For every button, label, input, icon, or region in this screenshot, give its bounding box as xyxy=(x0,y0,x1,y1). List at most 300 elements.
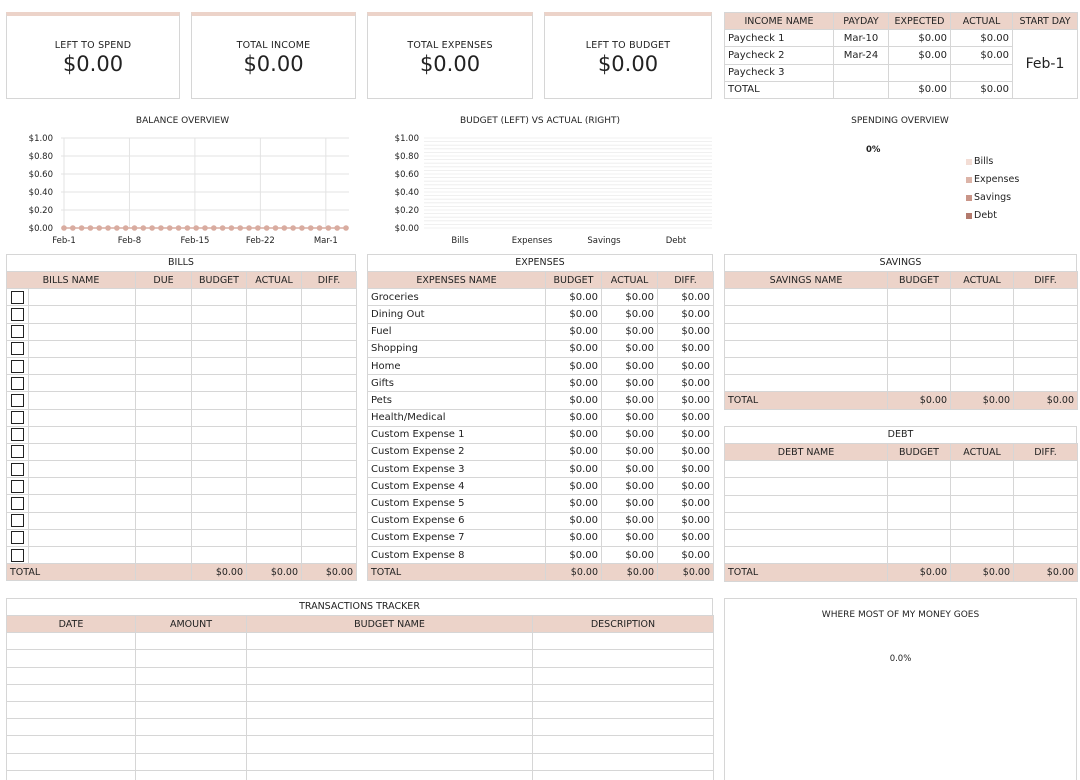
description-cell[interactable] xyxy=(533,633,714,650)
total-label: TOTAL xyxy=(725,392,888,409)
diff-cell[interactable] xyxy=(302,357,357,374)
x-tick-label: Feb-1 xyxy=(52,236,76,246)
debt-name-cell[interactable] xyxy=(725,529,888,546)
amount-cell[interactable] xyxy=(136,650,247,667)
budget-cell[interactable]: $0.00 xyxy=(546,357,602,374)
data-point xyxy=(193,225,199,231)
date-cell[interactable] xyxy=(7,753,136,770)
actual-cell[interactable] xyxy=(247,289,302,306)
actual-cell[interactable] xyxy=(247,461,302,478)
diff-cell[interactable] xyxy=(302,392,357,409)
table-row xyxy=(7,684,714,701)
diff-cell[interactable] xyxy=(302,547,357,564)
savings-name-cell[interactable] xyxy=(725,357,888,374)
expense-name-cell[interactable]: Custom Expense 1 xyxy=(368,426,546,443)
budget-cell[interactable] xyxy=(888,323,951,340)
actual-cell[interactable] xyxy=(247,443,302,460)
due-cell[interactable] xyxy=(136,323,192,340)
diff-cell[interactable] xyxy=(1014,478,1078,495)
date-cell[interactable] xyxy=(7,770,136,780)
due-cell[interactable] xyxy=(136,512,192,529)
paid-checkbox[interactable] xyxy=(11,445,24,458)
savings-name-cell[interactable] xyxy=(725,375,888,392)
transactions-section xyxy=(6,598,713,780)
savings-section xyxy=(724,254,1077,410)
diff-cell[interactable] xyxy=(1014,547,1078,564)
due-cell[interactable] xyxy=(136,392,192,409)
actual-cell[interactable] xyxy=(247,478,302,495)
total-expenses-card xyxy=(367,12,533,99)
bill-name-cell[interactable] xyxy=(29,529,136,546)
bill-name-cell[interactable] xyxy=(29,443,136,460)
savings-name-cell[interactable] xyxy=(725,340,888,357)
budget-name-cell[interactable] xyxy=(247,719,533,736)
card-value[interactable]: $0.00 xyxy=(597,52,659,76)
diff-cell[interactable] xyxy=(1014,289,1078,306)
expense-name-cell[interactable]: Gifts xyxy=(368,375,546,392)
income-name-cell[interactable]: Paycheck 1 xyxy=(725,30,834,47)
paid-checkbox[interactable] xyxy=(11,360,24,373)
budget-cell[interactable]: $0.00 xyxy=(546,392,602,409)
amount-cell[interactable] xyxy=(136,667,247,684)
description-cell[interactable] xyxy=(533,684,714,701)
transactions-title: TRANSACTIONS TRACKER xyxy=(6,598,713,615)
budget-cell[interactable]: $0.00 xyxy=(546,426,602,443)
table-row xyxy=(368,426,714,443)
table-row xyxy=(725,478,1078,495)
actual-cell: $0.00 xyxy=(602,289,658,306)
expected-cell[interactable]: $0.00 xyxy=(889,47,951,64)
budget-cell[interactable] xyxy=(192,375,247,392)
budget-cell[interactable]: $0.00 xyxy=(546,512,602,529)
diff-cell[interactable] xyxy=(302,323,357,340)
expense-name-cell[interactable]: Custom Expense 5 xyxy=(368,495,546,512)
bills-total-row xyxy=(7,564,357,581)
y-tick-label: $1.00 xyxy=(394,134,419,144)
bill-name-cell[interactable] xyxy=(29,461,136,478)
actual-cell[interactable] xyxy=(951,495,1014,512)
actual-cell[interactable] xyxy=(951,357,1014,374)
budget-cell[interactable] xyxy=(192,495,247,512)
date-cell[interactable] xyxy=(7,684,136,701)
diff-cell[interactable] xyxy=(1014,495,1078,512)
date-cell[interactable] xyxy=(7,736,136,753)
budget-cell[interactable] xyxy=(888,306,951,323)
budget-name-cell[interactable] xyxy=(247,736,533,753)
expenses-title: EXPENSES xyxy=(367,254,713,271)
amount-cell[interactable] xyxy=(136,684,247,701)
budget-cell[interactable] xyxy=(192,340,247,357)
legend-swatch xyxy=(966,195,972,201)
card-value[interactable]: $0.00 xyxy=(419,52,481,76)
data-point xyxy=(202,225,208,231)
due-cell[interactable] xyxy=(136,478,192,495)
budget-cell[interactable] xyxy=(888,478,951,495)
card-label: TOTAL EXPENSES xyxy=(407,40,493,51)
due-cell[interactable] xyxy=(136,375,192,392)
table-row xyxy=(368,306,714,323)
bill-name-cell[interactable] xyxy=(29,306,136,323)
actual-cell[interactable] xyxy=(951,529,1014,546)
debt-name-cell[interactable] xyxy=(725,547,888,564)
budget-cell[interactable]: $0.00 xyxy=(546,478,602,495)
data-point xyxy=(255,225,261,231)
total-diff: $0.00 xyxy=(658,564,714,581)
income-name-cell[interactable]: Paycheck 2 xyxy=(725,47,834,64)
date-cell[interactable] xyxy=(7,667,136,684)
diff-cell[interactable] xyxy=(302,409,357,426)
data-point xyxy=(123,225,129,231)
date-cell[interactable] xyxy=(7,633,136,650)
savings-name-cell[interactable] xyxy=(725,289,888,306)
paid-checkbox[interactable] xyxy=(11,428,24,441)
budget-cell[interactable] xyxy=(192,323,247,340)
paid-checkbox[interactable] xyxy=(11,549,24,562)
expense-name-cell[interactable]: Health/Medical xyxy=(368,409,546,426)
actual-cell[interactable] xyxy=(247,529,302,546)
actual-cell[interactable] xyxy=(247,392,302,409)
y-tick-label: $0.00 xyxy=(28,224,53,234)
paid-checkbox[interactable] xyxy=(11,291,24,304)
paid-checkbox[interactable] xyxy=(11,463,24,476)
amount-cell[interactable] xyxy=(136,770,247,780)
diff-cell[interactable] xyxy=(302,443,357,460)
balance-overview-chart xyxy=(0,128,360,248)
diff-cell[interactable] xyxy=(302,375,357,392)
actual-cell[interactable]: $0.00 xyxy=(951,30,1013,47)
budget-cell[interactable]: $0.00 xyxy=(546,375,602,392)
card-value[interactable]: $0.00 xyxy=(62,52,124,76)
diff-cell[interactable] xyxy=(1014,340,1078,357)
due-cell[interactable] xyxy=(136,547,192,564)
diff-cell[interactable] xyxy=(1014,461,1078,478)
diff-cell[interactable] xyxy=(302,461,357,478)
budget-cell[interactable] xyxy=(888,357,951,374)
paid-checkbox[interactable] xyxy=(11,411,24,424)
budget-header: BUDGET xyxy=(546,272,602,289)
paid-checkbox[interactable] xyxy=(11,394,24,407)
budget-cell[interactable] xyxy=(192,409,247,426)
diff-cell[interactable] xyxy=(302,426,357,443)
actual-cell[interactable] xyxy=(247,340,302,357)
amount-cell[interactable] xyxy=(136,719,247,736)
data-point xyxy=(141,225,147,231)
bill-name-cell[interactable] xyxy=(29,409,136,426)
bill-name-cell[interactable] xyxy=(29,478,136,495)
expected-cell[interactable]: $0.00 xyxy=(889,30,951,47)
payday-cell[interactable]: Mar-24 xyxy=(834,47,889,64)
savings-name-cell[interactable] xyxy=(725,306,888,323)
diff-cell[interactable] xyxy=(1014,375,1078,392)
diff-cell[interactable] xyxy=(1014,323,1078,340)
description-cell[interactable] xyxy=(533,770,714,780)
card-label: TOTAL INCOME xyxy=(236,40,311,51)
budget-cell[interactable] xyxy=(192,512,247,529)
date-cell[interactable] xyxy=(7,719,136,736)
budget-name-cell[interactable] xyxy=(247,650,533,667)
budget-cell[interactable] xyxy=(192,357,247,374)
budget-cell[interactable] xyxy=(888,340,951,357)
actual-cell[interactable] xyxy=(951,289,1014,306)
paid-checkbox-cell xyxy=(7,289,29,306)
bill-name-cell[interactable] xyxy=(29,375,136,392)
due-cell[interactable] xyxy=(136,461,192,478)
expense-name-cell[interactable]: Custom Expense 2 xyxy=(368,443,546,460)
start-day-header: START DAY xyxy=(1013,13,1078,30)
paid-checkbox[interactable] xyxy=(11,514,24,527)
diff-cell[interactable] xyxy=(302,529,357,546)
expense-name-cell[interactable]: Custom Expense 7 xyxy=(368,529,546,546)
actual-cell[interactable] xyxy=(247,495,302,512)
budget-name-cell[interactable] xyxy=(247,684,533,701)
diff-header: DIFF. xyxy=(1014,272,1078,289)
due-cell[interactable] xyxy=(136,443,192,460)
budget-cell[interactable] xyxy=(888,375,951,392)
budget-cell[interactable]: $0.00 xyxy=(546,443,602,460)
amount-cell[interactable] xyxy=(136,753,247,770)
diff-cell[interactable] xyxy=(302,495,357,512)
due-cell[interactable] xyxy=(136,306,192,323)
payday-cell[interactable] xyxy=(834,64,889,81)
amount-cell[interactable] xyxy=(136,633,247,650)
actual-header: ACTUAL xyxy=(602,272,658,289)
budget-cell[interactable]: $0.00 xyxy=(546,461,602,478)
data-point xyxy=(273,225,279,231)
budget-cell[interactable]: $0.00 xyxy=(546,495,602,512)
savings-title: SAVINGS xyxy=(724,254,1077,271)
budget-cell[interactable] xyxy=(888,547,951,564)
budget-cell[interactable] xyxy=(192,426,247,443)
diff-cell[interactable] xyxy=(1014,357,1078,374)
budget-cell[interactable] xyxy=(192,547,247,564)
expense-name-cell[interactable]: Custom Expense 3 xyxy=(368,461,546,478)
due-cell[interactable] xyxy=(136,426,192,443)
budget-cell[interactable] xyxy=(888,512,951,529)
debt-name-cell[interactable] xyxy=(725,495,888,512)
card-value[interactable]: $0.00 xyxy=(243,52,304,76)
actual-cell[interactable] xyxy=(951,512,1014,529)
savings-name-cell[interactable] xyxy=(725,323,888,340)
actual-cell[interactable] xyxy=(951,306,1014,323)
table-row xyxy=(7,478,357,495)
table-row xyxy=(7,547,357,564)
actual-cell: $0.00 xyxy=(602,529,658,546)
diff-cell[interactable] xyxy=(1014,512,1078,529)
money-goes-label: 0.0% xyxy=(889,654,912,664)
description-cell[interactable] xyxy=(533,753,714,770)
budget-cell[interactable] xyxy=(192,306,247,323)
budget-cell[interactable]: $0.00 xyxy=(546,547,602,564)
due-cell[interactable] xyxy=(136,495,192,512)
diff-cell[interactable] xyxy=(302,478,357,495)
bill-name-cell[interactable] xyxy=(29,323,136,340)
actual-cell[interactable] xyxy=(247,426,302,443)
paid-checkbox[interactable] xyxy=(11,480,24,493)
budget-cell[interactable] xyxy=(192,461,247,478)
debt-name-cell[interactable] xyxy=(725,512,888,529)
table-row xyxy=(7,461,357,478)
legend-item xyxy=(966,192,1011,203)
table-row xyxy=(368,392,714,409)
bill-name-cell[interactable] xyxy=(29,392,136,409)
expenses-section xyxy=(367,254,713,581)
budget-name-cell[interactable] xyxy=(247,753,533,770)
bill-name-cell[interactable] xyxy=(29,357,136,374)
paid-checkbox-cell xyxy=(7,443,29,460)
diff-cell[interactable] xyxy=(302,306,357,323)
actual-cell[interactable] xyxy=(247,323,302,340)
actual-cell[interactable] xyxy=(951,64,1013,81)
actual-cell: $0.00 xyxy=(602,409,658,426)
amount-cell[interactable] xyxy=(136,701,247,718)
y-tick-label: $0.80 xyxy=(394,152,419,162)
paid-checkbox[interactable] xyxy=(11,497,24,510)
description-cell[interactable] xyxy=(533,701,714,718)
description-cell[interactable] xyxy=(533,667,714,684)
actual-cell[interactable] xyxy=(247,512,302,529)
card-label: LEFT TO SPEND xyxy=(54,40,132,51)
actual-cell[interactable] xyxy=(951,547,1014,564)
budget-cell[interactable]: $0.00 xyxy=(546,289,602,306)
paid-checkbox[interactable] xyxy=(11,377,24,390)
diff-header: DIFF. xyxy=(302,272,357,289)
budget-cell[interactable] xyxy=(192,289,247,306)
diff-cell[interactable] xyxy=(1014,306,1078,323)
bill-name-cell[interactable] xyxy=(29,340,136,357)
actual-cell[interactable] xyxy=(951,375,1014,392)
bill-name-cell[interactable] xyxy=(29,547,136,564)
paid-checkbox[interactable] xyxy=(11,325,24,338)
diff-cell: $0.00 xyxy=(658,392,714,409)
debt-name-cell[interactable] xyxy=(725,461,888,478)
expense-name-cell[interactable]: Groceries xyxy=(368,289,546,306)
actual-cell[interactable] xyxy=(951,323,1014,340)
data-point xyxy=(343,225,349,231)
budget-cell[interactable]: $0.00 xyxy=(546,409,602,426)
debt-name-cell[interactable] xyxy=(725,478,888,495)
actual-cell[interactable] xyxy=(951,461,1014,478)
due-cell[interactable] xyxy=(136,357,192,374)
budget-cell[interactable] xyxy=(192,443,247,460)
total-expected: $0.00 xyxy=(889,81,951,98)
budget-cell[interactable] xyxy=(888,289,951,306)
budget-cell[interactable]: $0.00 xyxy=(546,529,602,546)
due-cell[interactable] xyxy=(136,340,192,357)
actual-cell: $0.00 xyxy=(602,375,658,392)
bill-name-cell[interactable] xyxy=(29,495,136,512)
table-row xyxy=(7,736,714,753)
paid-checkbox-cell xyxy=(7,375,29,392)
actual-cell: $0.00 xyxy=(602,443,658,460)
budget-name-cell[interactable] xyxy=(247,701,533,718)
expense-name-cell[interactable]: Home xyxy=(368,357,546,374)
amount-cell[interactable] xyxy=(136,736,247,753)
budget-cell[interactable] xyxy=(192,529,247,546)
actual-cell[interactable] xyxy=(247,375,302,392)
data-point xyxy=(317,225,323,231)
income-name-cell[interactable]: Paycheck 3 xyxy=(725,64,834,81)
actual-cell[interactable] xyxy=(247,547,302,564)
budget-vs-actual-title: BUDGET (LEFT) VS ACTUAL (RIGHT) xyxy=(459,116,621,126)
expense-name-cell[interactable]: Fuel xyxy=(368,323,546,340)
expense-name-cell[interactable]: Pets xyxy=(368,392,546,409)
date-cell[interactable] xyxy=(7,701,136,718)
budget-name-cell[interactable] xyxy=(247,633,533,650)
actual-cell[interactable] xyxy=(247,306,302,323)
paid-checkbox[interactable] xyxy=(11,308,24,321)
table-row xyxy=(7,753,714,770)
total-diff: $0.00 xyxy=(1014,392,1078,409)
debt-name-header: DEBT NAME xyxy=(725,444,888,461)
actual-cell[interactable] xyxy=(951,478,1014,495)
budget-cell[interactable]: $0.00 xyxy=(546,323,602,340)
actual-cell[interactable] xyxy=(951,340,1014,357)
expected-cell[interactable] xyxy=(889,64,951,81)
expense-name-cell[interactable]: Custom Expense 8 xyxy=(368,547,546,564)
bill-name-cell[interactable] xyxy=(29,289,136,306)
date-cell[interactable] xyxy=(7,650,136,667)
paid-checkbox-cell xyxy=(7,426,29,443)
expense-name-cell[interactable]: Dining Out xyxy=(368,306,546,323)
diff-cell[interactable] xyxy=(1014,529,1078,546)
actual-cell[interactable] xyxy=(247,357,302,374)
description-cell[interactable] xyxy=(533,719,714,736)
budget-cell[interactable] xyxy=(888,495,951,512)
actual-cell[interactable] xyxy=(247,409,302,426)
due-cell[interactable] xyxy=(136,289,192,306)
expenses-total-row xyxy=(368,564,714,581)
table-row xyxy=(368,357,714,374)
due-cell[interactable] xyxy=(136,409,192,426)
budget-cell[interactable] xyxy=(192,392,247,409)
start-day-cell[interactable]: Feb-1 xyxy=(1013,30,1078,99)
budget-cell[interactable] xyxy=(888,461,951,478)
budget-name-cell[interactable] xyxy=(247,770,533,780)
budget-cell[interactable]: $0.00 xyxy=(546,306,602,323)
paid-checkbox[interactable] xyxy=(11,342,24,355)
money-goes-panel xyxy=(724,598,1077,780)
data-point xyxy=(334,225,340,231)
actual-cell: $0.00 xyxy=(602,461,658,478)
actual-cell[interactable]: $0.00 xyxy=(951,47,1013,64)
budget-name-cell[interactable] xyxy=(247,667,533,684)
description-cell[interactable] xyxy=(533,736,714,753)
diff-cell[interactable] xyxy=(302,289,357,306)
bill-name-cell[interactable] xyxy=(29,512,136,529)
table-row xyxy=(725,529,1078,546)
expense-name-cell[interactable]: Custom Expense 4 xyxy=(368,478,546,495)
due-cell[interactable] xyxy=(136,529,192,546)
expense-name-cell[interactable]: Custom Expense 6 xyxy=(368,512,546,529)
budget-cell[interactable] xyxy=(888,529,951,546)
paid-checkbox[interactable] xyxy=(11,531,24,544)
debt-title: DEBT xyxy=(724,426,1077,443)
y-tick-label: $0.20 xyxy=(394,206,419,216)
description-cell[interactable] xyxy=(533,650,714,667)
budget-cell[interactable]: $0.00 xyxy=(546,340,602,357)
budget-cell[interactable] xyxy=(192,478,247,495)
diff-cell: $0.00 xyxy=(658,323,714,340)
payday-cell[interactable]: Mar-10 xyxy=(834,30,889,47)
debt-total-row xyxy=(725,564,1078,581)
budget-header: BUDGET xyxy=(888,272,951,289)
table-row xyxy=(7,426,357,443)
amount-header: AMOUNT xyxy=(136,616,247,633)
expense-name-cell[interactable]: Shopping xyxy=(368,340,546,357)
diff-cell[interactable] xyxy=(302,340,357,357)
diff-cell[interactable] xyxy=(302,512,357,529)
bill-name-cell[interactable] xyxy=(29,426,136,443)
